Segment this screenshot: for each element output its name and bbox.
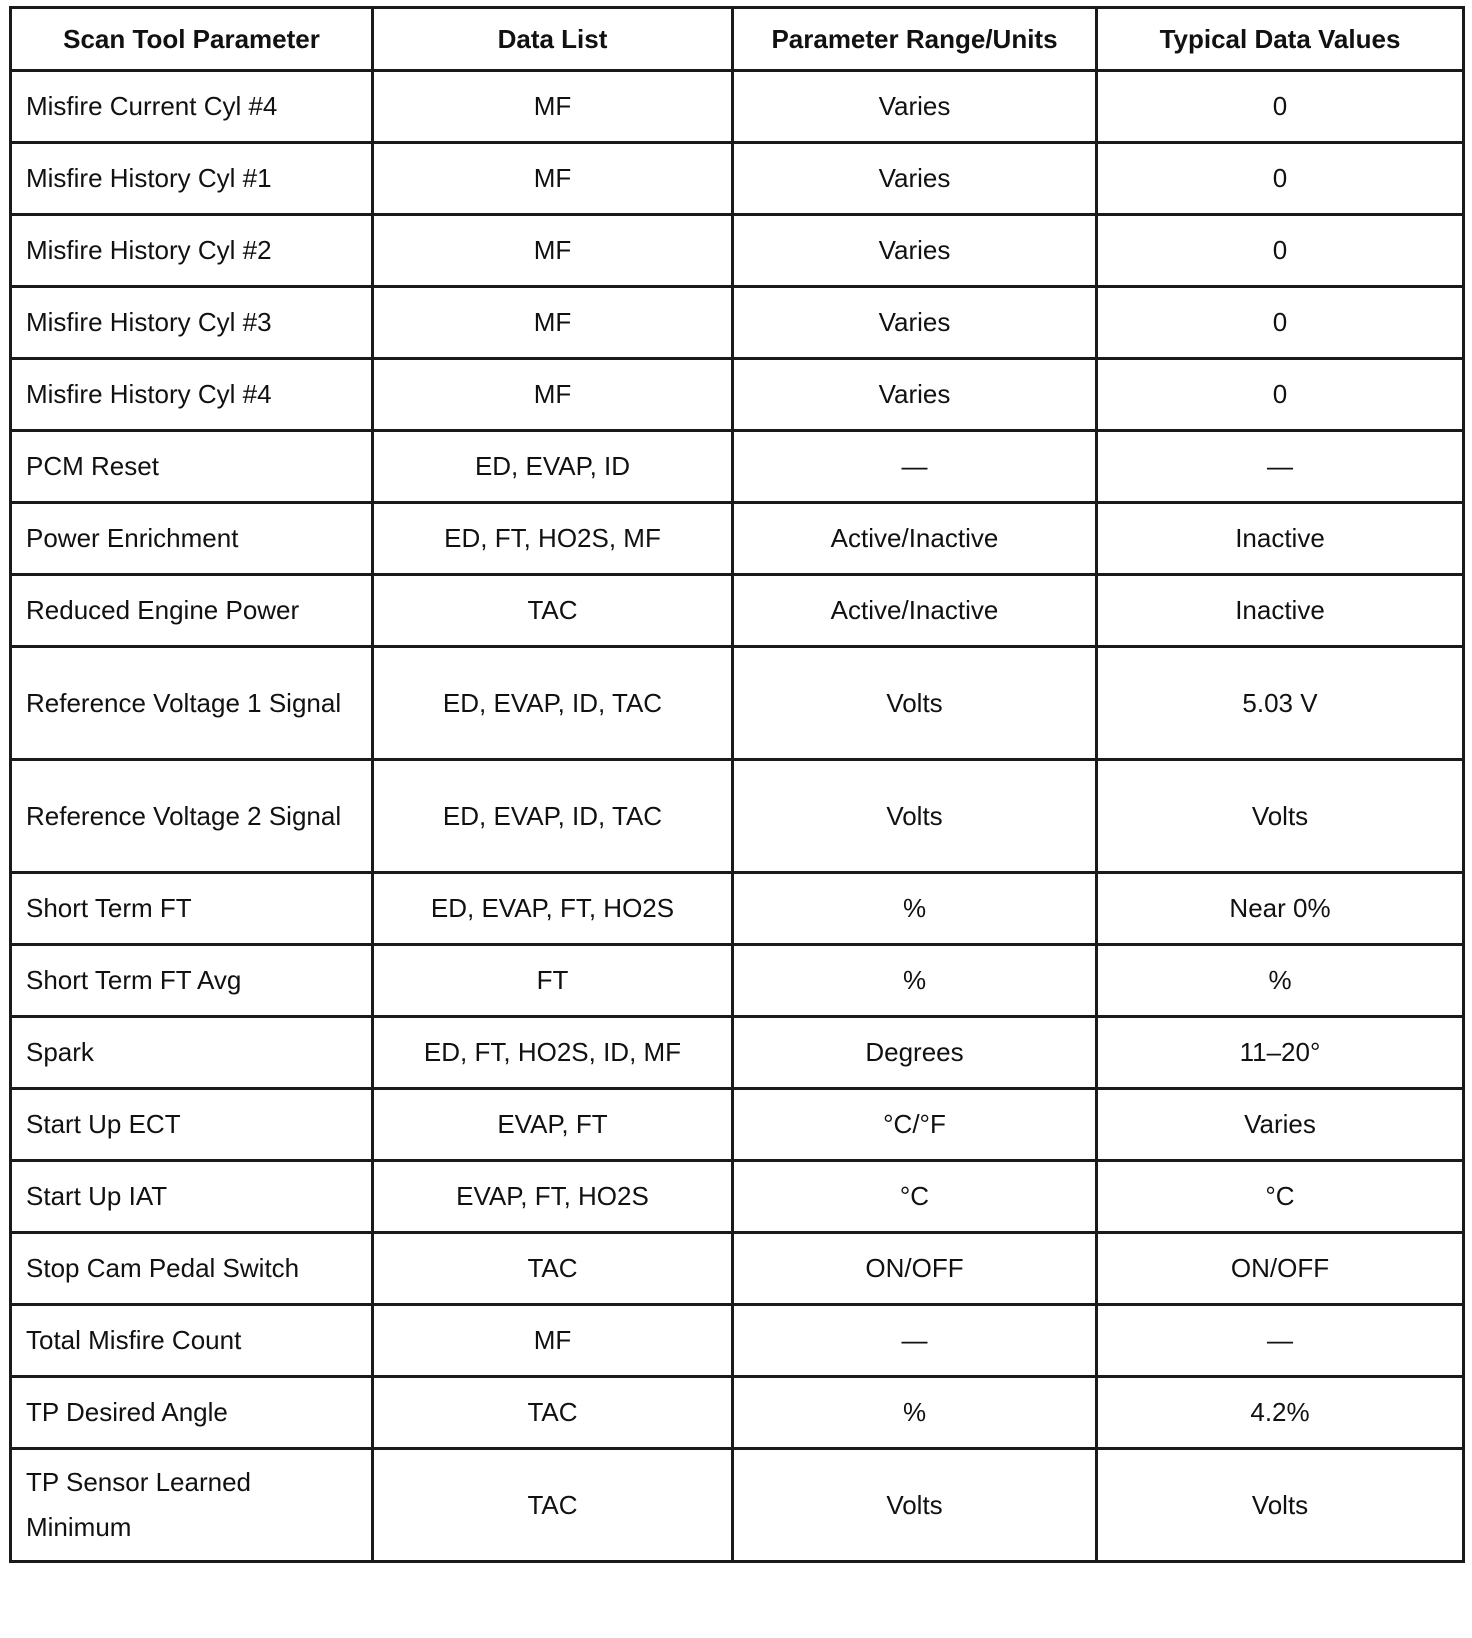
cell-typical-value: 4.2%: [1097, 1377, 1464, 1449]
cell-range-units: Volts: [733, 647, 1097, 760]
cell-parameter: Misfire Current Cyl #4: [11, 71, 373, 143]
cell-range-units: Varies: [733, 287, 1097, 359]
cell-range-units: Varies: [733, 215, 1097, 287]
table-row: [11, 1449, 1464, 1562]
cell-typical-value: 5.03 V: [1097, 647, 1464, 760]
cell-parameter: PCM Reset: [11, 431, 373, 503]
cell-range-units: Active/Inactive: [733, 575, 1097, 647]
cell-data-list: ED, FT, HO2S, ID, MF: [373, 1017, 733, 1089]
cell-range-units: %: [733, 1377, 1097, 1449]
cell-parameter: Start Up IAT: [11, 1161, 373, 1233]
cell-parameter: Start Up ECT: [11, 1089, 373, 1161]
cell-parameter: TP Desired Angle: [11, 1377, 373, 1449]
cell-typical-value: Varies: [1097, 1089, 1464, 1161]
cell-data-list: ED, FT, HO2S, MF: [373, 503, 733, 575]
table-row: [11, 287, 1464, 359]
cell-typical-value: Inactive: [1097, 503, 1464, 575]
cell-parameter: Misfire History Cyl #2: [11, 215, 373, 287]
table-row: [11, 1377, 1464, 1449]
cell-parameter: Misfire History Cyl #3: [11, 287, 373, 359]
cell-data-list: MF: [373, 1305, 733, 1377]
cell-range-units: Varies: [733, 71, 1097, 143]
cell-data-list: TAC: [373, 575, 733, 647]
table-row: [11, 503, 1464, 575]
cell-range-units: Volts: [733, 760, 1097, 873]
cell-range-units: °C: [733, 1161, 1097, 1233]
cell-parameter: Reduced Engine Power: [11, 575, 373, 647]
header-scan-tool-parameter: Scan Tool Parameter: [11, 8, 373, 71]
header-typical-data-values: Typical Data Values: [1097, 8, 1464, 71]
table-body: [11, 71, 1464, 1562]
cell-typical-value: ON/OFF: [1097, 1233, 1464, 1305]
cell-range-units: Varies: [733, 143, 1097, 215]
cell-range-units: —: [733, 431, 1097, 503]
cell-data-list: TAC: [373, 1449, 733, 1562]
cell-data-list: ED, EVAP, ID, TAC: [373, 647, 733, 760]
header-data-list: Data List: [373, 8, 733, 71]
cell-parameter: Short Term FT Avg: [11, 945, 373, 1017]
cell-range-units: °C/°F: [733, 1089, 1097, 1161]
cell-data-list: MF: [373, 359, 733, 431]
cell-range-units: Active/Inactive: [733, 503, 1097, 575]
cell-typical-value: Volts: [1097, 760, 1464, 873]
cell-range-units: %: [733, 873, 1097, 945]
cell-range-units: Degrees: [733, 1017, 1097, 1089]
cell-typical-value: —: [1097, 431, 1464, 503]
cell-range-units: —: [733, 1305, 1097, 1377]
cell-data-list: EVAP, FT, HO2S: [373, 1161, 733, 1233]
cell-data-list: FT: [373, 945, 733, 1017]
cell-range-units: %: [733, 945, 1097, 1017]
table-row: [11, 1089, 1464, 1161]
table-row: [11, 215, 1464, 287]
cell-parameter: Short Term FT: [11, 873, 373, 945]
scan-tool-data-table: [9, 6, 1465, 1563]
cell-typical-value: 0: [1097, 215, 1464, 287]
cell-typical-value: Near 0%: [1097, 873, 1464, 945]
cell-typical-value: Inactive: [1097, 575, 1464, 647]
table-row: [11, 575, 1464, 647]
table-row: [11, 1233, 1464, 1305]
cell-parameter: Misfire History Cyl #4: [11, 359, 373, 431]
cell-parameter: Reference Voltage 2 Signal: [11, 760, 373, 873]
cell-typical-value: 11–20°: [1097, 1017, 1464, 1089]
cell-typical-value: —: [1097, 1305, 1464, 1377]
cell-data-list: MF: [373, 287, 733, 359]
cell-data-list: ED, EVAP, ID: [373, 431, 733, 503]
table-row: [11, 71, 1464, 143]
table-header: [11, 8, 1464, 71]
cell-parameter: TP Sensor Learned Minimum: [11, 1449, 373, 1562]
cell-data-list: EVAP, FT: [373, 1089, 733, 1161]
cell-typical-value: 0: [1097, 287, 1464, 359]
cell-parameter: Stop Cam Pedal Switch: [11, 1233, 373, 1305]
cell-data-list: ED, EVAP, FT, HO2S: [373, 873, 733, 945]
cell-range-units: Varies: [733, 359, 1097, 431]
cell-data-list: ED, EVAP, ID, TAC: [373, 760, 733, 873]
cell-range-units: Volts: [733, 1449, 1097, 1562]
table-row: [11, 760, 1464, 873]
table-row: [11, 359, 1464, 431]
table-row: [11, 647, 1464, 760]
cell-typical-value: 0: [1097, 359, 1464, 431]
cell-parameter: Total Misfire Count: [11, 1305, 373, 1377]
table-row: [11, 1305, 1464, 1377]
cell-typical-value: 0: [1097, 143, 1464, 215]
cell-data-list: MF: [373, 215, 733, 287]
cell-typical-value: °C: [1097, 1161, 1464, 1233]
header-row: [11, 8, 1464, 71]
cell-typical-value: Volts: [1097, 1449, 1464, 1562]
cell-parameter: Spark: [11, 1017, 373, 1089]
header-parameter-range-units: Parameter Range/Units: [733, 8, 1097, 71]
cell-typical-value: 0: [1097, 71, 1464, 143]
cell-range-units: ON/OFF: [733, 1233, 1097, 1305]
table-row: [11, 431, 1464, 503]
cell-typical-value: %: [1097, 945, 1464, 1017]
cell-parameter: Reference Voltage 1 Signal: [11, 647, 373, 760]
cell-data-list: MF: [373, 71, 733, 143]
cell-parameter: Power Enrichment: [11, 503, 373, 575]
cell-data-list: TAC: [373, 1377, 733, 1449]
table-row: [11, 945, 1464, 1017]
table-row: [11, 1161, 1464, 1233]
table-row: [11, 873, 1464, 945]
cell-data-list: TAC: [373, 1233, 733, 1305]
table-row: [11, 1017, 1464, 1089]
table-row: [11, 143, 1464, 215]
cell-data-list: MF: [373, 143, 733, 215]
cell-parameter: Misfire History Cyl #1: [11, 143, 373, 215]
